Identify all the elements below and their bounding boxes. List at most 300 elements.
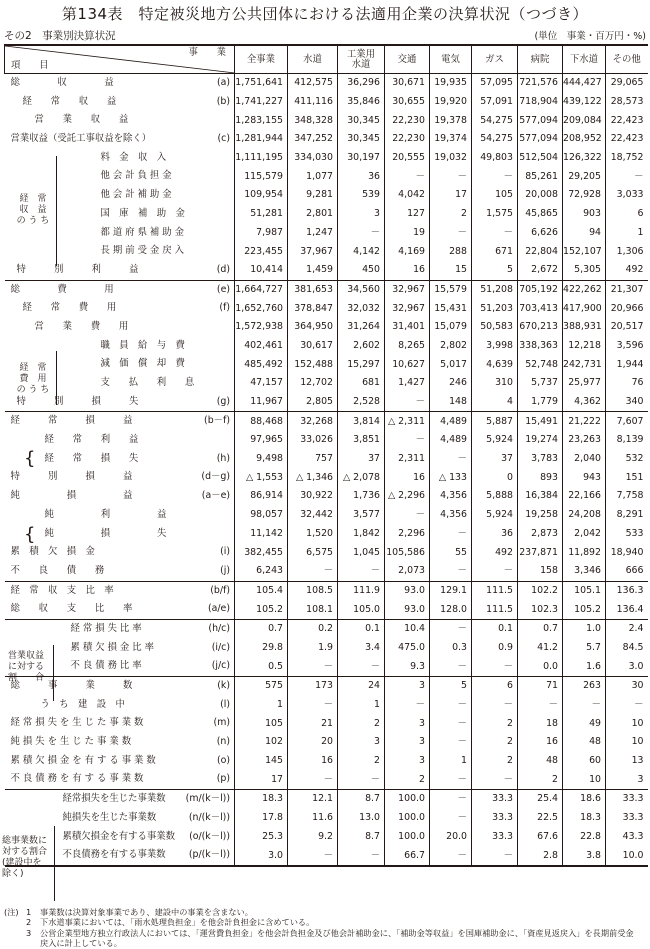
table-row [5,149,648,168]
row-label-cell [5,752,235,771]
value-cell: － [430,809,472,828]
value-cell: 6 [472,677,518,696]
footnote-num: 2 [26,917,32,928]
row-label: 純 利 益 [44,508,167,520]
value-cell: 3,577 [338,506,385,525]
value-cell: 893 [518,468,563,487]
header-jigyo: 事 業 [188,47,226,58]
value-cell: 152,107 [563,242,606,261]
table-body [5,74,648,866]
value-cell: 10.4 [385,619,430,638]
value-cell: 111.5 [472,600,518,619]
value-cell: 127 [385,205,430,224]
row-label: 営業収益（受託工事収益を除く） [10,133,152,145]
value-cell: 1,575 [472,205,518,224]
value-cell: 4,489 [430,412,472,431]
value-cell: － [288,657,338,676]
value-cell: 30,922 [288,487,338,506]
value-cell: 2,801 [288,205,338,224]
value-cell: 94 [563,224,606,243]
value-cell: 100.0 [385,809,430,828]
value-cell: △ 2,078 [338,468,385,487]
value-cell: － [430,790,472,809]
value-cell: 1,842 [338,525,385,544]
value-cell: 2 [338,714,385,733]
value-cell: 0.1 [338,619,385,638]
row-label: 営 業 収 益 [34,114,129,126]
row-key: (f) [219,302,230,314]
value-cell: 33,026 [288,431,338,450]
value-cell: 16,384 [518,487,563,506]
table-row [5,733,648,752]
value-cell: 422,262 [563,280,606,299]
row-label-cell [5,261,235,280]
value-cell: 22,804 [518,242,563,261]
value-cell: 10,627 [385,355,430,374]
footnotes [4,907,644,949]
value-cell: 20,517 [606,318,648,337]
bracket-line [56,351,57,405]
value-cell: 51,281 [235,205,288,224]
table-row [5,696,648,715]
value-cell: 18,752 [606,149,648,168]
value-cell: 108.1 [288,600,338,619]
value-cell: 364,950 [288,318,338,337]
value-cell: 5.7 [563,639,606,658]
value-cell: 37 [338,450,385,469]
table-row [5,828,648,847]
value-cell: 67.6 [518,828,563,847]
value-cell: 1 [606,224,648,243]
value-cell: 11.6 [288,809,338,828]
value-cell: － [288,846,338,866]
value-cell: 109,954 [235,186,288,205]
value-cell: 1,459 [288,261,338,280]
value-cell: △ 1,346 [288,468,338,487]
value-cell: 5 [472,261,518,280]
value-cell: 1.9 [288,639,338,658]
value-cell: 19 [385,224,430,243]
value-cell: 1.0 [563,619,606,638]
value-cell: 21 [288,714,338,733]
value-cell: 1,306 [606,242,648,261]
row-key: (o) [216,754,230,766]
value-cell: 5,887 [472,412,518,431]
value-cell: 6,575 [288,543,338,562]
value-cell: 158 [518,562,563,581]
value-cell: 3.4 [338,639,385,658]
value-cell: 0.7 [518,619,563,638]
row-label-cell [5,318,235,337]
value-cell: 33.3 [472,790,518,809]
value-cell: 1,281,944 [235,130,288,149]
value-cell: － [430,846,472,866]
brace-icon: { [24,524,36,545]
value-cell: 15,297 [338,355,385,374]
value-cell: 475.0 [385,639,430,658]
table-row [5,242,648,261]
value-cell: 721,576 [518,74,563,93]
value-cell: － [288,696,338,715]
table-row [5,261,648,280]
footnote [4,928,644,938]
value-cell: 30,345 [338,111,385,130]
value-cell: 2,602 [338,337,385,356]
unit-label: (単位 事業・百万円・%) [534,31,646,42]
row-label-cell [5,468,235,487]
value-cell: 24,208 [563,506,606,525]
row-label: 経 常 費 用 [22,302,117,314]
value-cell: 37 [472,450,518,469]
row-key: (p/(k－l)) [188,849,230,861]
value-cell: 22,423 [606,130,648,149]
value-cell: 10 [606,733,648,752]
value-cell: － [338,657,385,676]
row-label-cell [5,525,235,544]
col-header: 水道 [288,45,338,74]
col-header [338,45,385,74]
value-cell: 29,205 [563,167,606,186]
value-cell: － [472,846,518,866]
row-label: 経 常 収 益 [22,95,117,107]
row-key: (d) [216,263,230,275]
value-cell: 18.6 [563,790,606,809]
value-cell: 3,346 [563,562,606,581]
value-cell: 20,555 [385,149,430,168]
table-row [5,412,648,431]
row-label: 経 常 損 益 [10,415,133,427]
value-cell: 671 [472,242,518,261]
value-cell: 29.8 [235,639,288,658]
value-cell: 15,491 [518,412,563,431]
value-cell: 173 [288,677,338,696]
value-cell: 1 [430,752,472,771]
value-cell: 43.3 [606,828,648,847]
value-cell: － [430,525,472,544]
value-cell: 246 [430,374,472,393]
row-key: (a－e) [201,490,230,502]
value-cell: 492 [606,261,648,280]
value-cell: 3 [385,677,430,696]
table-row [5,525,648,544]
value-cell: 49 [563,714,606,733]
value-cell: － [430,167,472,186]
value-cell: － [338,224,385,243]
value-cell: 6,626 [518,224,563,243]
value-cell: 0.5 [235,657,288,676]
value-cell: － [338,562,385,581]
table-row [5,752,648,771]
header-label-cell [5,45,235,74]
value-cell: 378,847 [288,299,338,318]
row-label-cell [5,412,235,431]
row-label-cell [5,733,235,752]
value-cell: 32,268 [288,412,338,431]
table-row [5,111,648,130]
value-cell: － [430,619,472,638]
value-cell: 8.7 [338,828,385,847]
value-cell: 19,274 [518,431,563,450]
value-cell: 17 [430,186,472,205]
value-cell: 17 [235,770,288,789]
value-cell: 2,296 [385,525,430,544]
value-cell: － [472,224,518,243]
value-cell: 23,263 [563,431,606,450]
row-label-cell [5,299,235,318]
value-cell: 15,579 [430,280,472,299]
value-cell: 0.0 [518,657,563,676]
row-key: (n/(k－l)) [188,811,230,823]
row-label-cell [5,770,235,789]
value-cell: 439,122 [563,93,606,112]
value-cell: 1,572,938 [235,318,288,337]
value-cell: 1,779 [518,393,563,412]
row-key: (c) [217,133,230,145]
value-cell: 575 [235,677,288,696]
table-row [5,167,648,186]
footnote-mark [4,917,26,927]
value-cell: 208,952 [563,130,606,149]
value-cell: 903 [563,205,606,224]
value-cell: 2.4 [606,619,648,638]
row-key: (n) [216,736,230,748]
value-cell: 31,401 [385,318,430,337]
value-cell: 16 [288,752,338,771]
table-row [5,809,648,828]
row-label: 料 金 収 入 [100,151,167,163]
value-cell: 681 [338,374,385,393]
value-cell: 22,230 [385,111,430,130]
value-cell: 1,283,155 [235,111,288,130]
table-row [5,581,648,600]
value-cell: － [385,393,430,412]
row-label-cell [5,93,235,112]
value-cell: 2 [472,733,518,752]
value-cell: 2 [518,770,563,789]
value-cell: 8,139 [606,431,648,450]
row-label: 累 積 欠 損 金 比 率 [70,641,155,653]
row-label: 経 常 利 益 [44,434,139,446]
table-row [5,450,648,469]
value-cell: 30 [606,677,648,696]
value-cell: 105.0 [338,600,385,619]
row-key: (d－g) [201,471,230,483]
value-cell: 5,305 [563,261,606,280]
value-cell: － [288,770,338,789]
value-cell: 16 [385,261,430,280]
value-cell: 15,079 [430,318,472,337]
value-cell: 21,307 [606,280,648,299]
value-cell: 35,846 [338,93,385,112]
value-cell: 10 [563,770,606,789]
value-cell: 151 [606,468,648,487]
value-cell: 36 [472,525,518,544]
value-cell: 402,461 [235,337,288,356]
value-cell: 12.1 [288,790,338,809]
value-cell: △ 133 [430,468,472,487]
value-cell: 15 [430,261,472,280]
value-cell: 9.2 [288,828,338,847]
row-label: 職 員 給 与 費 [100,339,185,351]
row-label: 純 損 失 を 生 じ た 事 業 数 [10,736,132,748]
value-cell: 102.3 [518,600,563,619]
row-label: 特 別 損 失 [16,395,139,407]
value-cell: 485,492 [235,355,288,374]
table-row [5,299,648,318]
value-cell: 12,218 [563,337,606,356]
row-label: 減 価 償 却 費 [100,358,185,370]
value-cell: 237,871 [518,543,563,562]
value-cell: 0.9 [472,639,518,658]
value-cell: 338,363 [518,337,563,356]
row-label: 支 払 利 息 [100,377,195,388]
value-cell: 21,222 [563,412,606,431]
row-label: 純損失を生じた事業数 [62,811,157,823]
value-cell: 1 [338,696,385,715]
row-label: 経 常 損 失 [44,452,139,464]
value-cell: － [430,770,472,789]
value-cell: 19,374 [430,130,472,149]
group-label-keijo-hiyo: 経 常 費 用 の う ち [16,363,50,395]
footnote [4,907,644,917]
value-cell: 16 [518,733,563,752]
value-cell: 450 [338,261,385,280]
group-label-keijo-shueki: 経 常 収 益 の う ち [16,194,50,226]
row-key: (j) [220,564,230,576]
value-cell: 4,489 [430,431,472,450]
col-header: 交通 [385,45,430,74]
table-row [5,431,648,450]
value-cell: 670,213 [518,318,563,337]
value-cell: 11,967 [235,393,288,412]
value-cell: 20,008 [518,186,563,205]
value-cell: 1,427 [385,374,430,393]
value-cell: 30,671 [385,74,430,93]
bracket-line [53,645,54,701]
value-cell: 2 [430,205,472,224]
value-cell: 2 [338,752,385,771]
value-cell: 105 [235,714,288,733]
value-cell: 4 [472,393,518,412]
value-cell: 3.8 [563,846,606,866]
value-cell: － [472,167,518,186]
value-cell: 382,455 [235,543,288,562]
row-label: 特 別 利 益 [16,263,139,275]
row-key: (i) [220,546,230,558]
results-table [4,44,648,867]
value-cell: 3,783 [518,450,563,469]
value-cell: 1,111,195 [235,149,288,168]
value-cell: 2,672 [518,261,563,280]
value-cell: 34,560 [338,280,385,299]
value-cell: － [430,696,472,715]
value-cell: 25.4 [518,790,563,809]
col-header: 電気 [430,45,472,74]
page-title: 第134表 特定被災地方公共団体における法適用企業の決算状況（つづき） [61,5,589,23]
value-cell: 52,748 [518,355,563,374]
value-cell: 30,655 [385,93,430,112]
value-cell: 98,057 [235,506,288,525]
value-cell: 20.0 [430,828,472,847]
value-cell: 1,045 [338,543,385,562]
row-label-cell [5,543,235,562]
value-cell: 25,977 [563,374,606,393]
row-label: 総 収 益 [10,77,114,88]
value-cell: 2,073 [385,562,430,581]
value-cell: － [518,696,563,715]
value-cell: 7,758 [606,487,648,506]
value-cell: 1,247 [288,224,338,243]
value-cell: － [385,696,430,715]
row-key: (b) [216,95,230,107]
value-cell: 18,940 [606,543,648,562]
row-label: 総 費 用 [10,283,114,295]
value-cell: 105.1 [563,581,606,600]
value-cell: 19,920 [430,93,472,112]
value-cell: 32,032 [338,299,385,318]
value-cell: 10,414 [235,261,288,280]
value-cell: 19,935 [430,74,472,93]
col-header: その他 [606,45,648,74]
value-cell: △ 2,296 [385,487,430,506]
value-cell: 8.7 [338,790,385,809]
value-cell: － [606,696,648,715]
value-cell: 100.0 [385,790,430,809]
value-cell: 2.8 [518,846,563,866]
table-row [5,393,648,412]
value-cell: 136.4 [606,600,648,619]
value-cell: 136.3 [606,581,648,600]
row-label-cell [5,337,235,356]
table-row [5,543,648,562]
value-cell: 9.3 [385,657,430,676]
value-cell: 17.8 [235,809,288,828]
value-cell: 3 [338,733,385,752]
value-cell: 51,203 [472,299,518,318]
value-cell: 36,296 [338,74,385,93]
row-label: 経 常 収 支 比 率 [10,584,114,596]
value-cell: 51,208 [472,280,518,299]
bracket-line [56,156,57,266]
value-cell: 757 [288,450,338,469]
table-row [5,562,648,581]
group-label-jigyosu-ratio: 総事業数に 対する割合 (建設中を 除く) [2,836,48,879]
footnote-text: 公営企業型地方独立行政法人においては、「運営費負担金」を他会計負担金及び他会計補助金に、「補助金等収益」を国庫補助金に、「資産見返戻入」を長期前受金 [40,927,634,938]
value-cell: 128.0 [430,600,472,619]
row-key: (g) [216,395,230,407]
value-cell: 2,805 [288,393,338,412]
value-cell: － [430,733,472,752]
value-cell: 1,520 [288,525,338,544]
header-komoku: 項 目 [11,60,49,71]
bracket-line [54,826,55,901]
value-cell: 76 [606,374,648,393]
table-row [5,790,648,809]
value-cell: 36 [338,167,385,186]
subtitle: その2 事業別決算状況 [4,30,116,42]
value-cell: 45,865 [518,205,563,224]
value-cell: 1,664,727 [235,280,288,299]
value-cell: 8,291 [606,506,648,525]
brace-icon: { [24,448,36,469]
value-cell: 3 [338,205,385,224]
value-cell: 3,596 [606,337,648,356]
value-cell: 15,431 [430,299,472,318]
value-cell: 223,455 [235,242,288,261]
value-cell: 666 [606,562,648,581]
value-cell: 32,442 [288,506,338,525]
row-label: 累 積 欠 損 金 を 有 す る 事 業 数 [10,754,156,766]
